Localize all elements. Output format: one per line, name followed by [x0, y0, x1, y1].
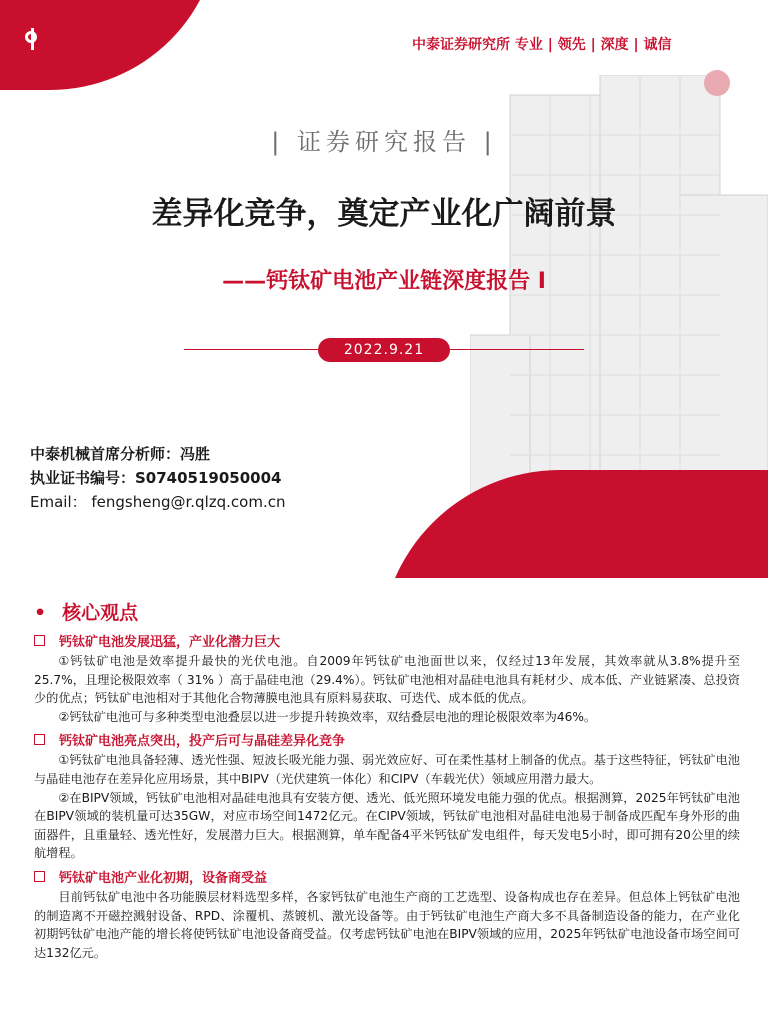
section-heading: 钙钛矿电池发展迅猛，产业化潜力巨大: [34, 631, 740, 650]
header-tagline: 中泰证券研究所 专业 | 领先 | 深度 | 诚信: [412, 37, 672, 53]
bullet-icon: •: [34, 602, 47, 624]
report-date: 2022.9.21: [318, 338, 450, 362]
pink-circle-decoration: [704, 70, 730, 96]
report-type: | 证券研究报告 |: [271, 128, 497, 156]
report-title: 差异化竞争，奠定产业化广阔前景: [151, 196, 617, 232]
paragraph: ①钙钛矿电池是效率提升最快的光伏电池。自2009年钙钛矿电池面世以来，仅经过13年发展，其效率就从3.8%提升至25.7%，且理论极限效率（ 31% ）高于晶硅电池（29.4%）。钙钛矿电池相对晶硅电池具有耗材少、成本低、产业链紧凑、总投资少的优点；钙钛矿电池相对于其他化合物薄膜电池具有原料易获取、可迭代、成本低的优点。: [34, 654, 740, 706]
cert-number: 执业证书编号：S0740519050004: [30, 469, 282, 487]
logo-name: 中泰证券: [55, 24, 136, 47]
paragraph: ①钙钛矿电池具备轻薄、透光性强、短波长吸光能力强、弱光效应好、可在柔性基材上制备的优点。基于这些特征，钙钛矿电池与晶硅电池存在差异化应用场景，其中BIPV（光伏建筑一体化）和CIPV（车载光伏）领域应用潜力最大。: [34, 753, 740, 786]
report-subtitle: ——钙钛矿电池产业链深度报告 I: [222, 269, 546, 294]
checkbox-square-icon: [34, 635, 45, 646]
core-views-title: • 核心观点: [34, 602, 139, 624]
checkbox-square-icon: [34, 734, 45, 745]
red-corner-decoration-bottom: [380, 470, 768, 578]
author-info: [30, 442, 285, 514]
logo-icon: [18, 24, 48, 54]
section-heading: 钙钛矿电池亮点突出，投产后可与晶硅差异化竞争: [34, 730, 740, 749]
paragraph: 目前钙钛矿电池中各功能膜层材料选型多样，各家钙钛矿电池生产商的工艺选型、设备构成也存在差异。但总体上钙钛矿电池的制造离不开磁控溅射设备、RPD、涂覆机、蒸镀机、激光设备等。由于钙钛矿电池生产商大多不具备制造设备的能力，在产业化初期钙钛矿电池产能的增长将使钙钛矿电池设备商受益。仅考虑钙钛矿电池在BIPV领域的应用，2025年钙钛矿电池设备市场空间可达132亿元。: [34, 889, 740, 960]
company-logo: [18, 24, 142, 54]
core-views-section: [34, 598, 740, 962]
logo-name-en: ZHONGTAI SECURITIES: [55, 45, 143, 53]
section-heading: 钙钛矿电池产业化初期，设备商受益: [34, 867, 740, 886]
paragraph: ②钙钛矿电池可与多种类型电池叠层以进一步提升转换效率，双结叠层电池的理论极限效率为46%。: [58, 709, 597, 724]
paragraph: ②在BIPV领域，钙钛矿电池相对晶硅电池具有安装方便、透光、低光照环境发电能力强的优点。根据测算，2025年钙钛矿电池在BIPV领域的装机量可达35GW，对应市场空间1472亿元。在CIPV领域，钙钛矿电池相对晶硅电池易于制备成匹配车身外形的曲面器件，且重量轻、透光性好，发展潜力巨大。根据测算，单车配备4平米钙钛矿发电组件，每天发电5小时，即可拥有20公里的续航增程。: [34, 790, 740, 861]
author-email: Email： fengsheng@r.qlzq.com.cn: [30, 493, 286, 511]
analyst-name: 中泰机械首席分析师：冯胜: [30, 445, 211, 463]
checkbox-square-icon: [34, 871, 45, 882]
